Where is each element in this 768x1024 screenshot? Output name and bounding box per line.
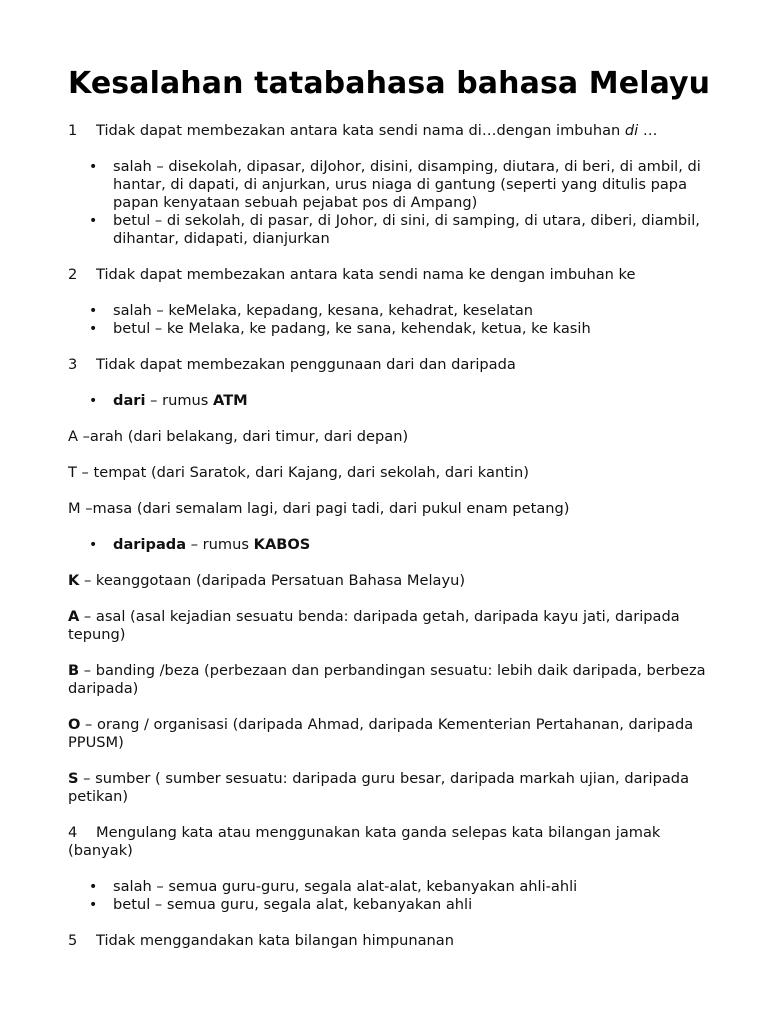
section-number: 3 [68, 356, 78, 373]
list-item: • salah – semua guru-guru, segala alat-alat, kebanyakan ahli-ahli [113, 878, 728, 896]
kabos-line [68, 716, 728, 752]
kabos-letter: O [68, 716, 81, 733]
section-4-heading [68, 824, 728, 860]
section-2-list [68, 302, 728, 338]
term-daripada: daripada [113, 536, 187, 553]
section-1-heading [68, 122, 728, 140]
rumus-code: KABOS [253, 536, 311, 553]
section-heading-text: Tidak menggandakan kata bilangan himpunanan [96, 932, 454, 949]
kabos-letter: B [68, 662, 80, 679]
section-3-heading [68, 356, 728, 374]
section-heading-ellipsis: … [638, 122, 658, 139]
atm-line: T – tempat (dari Saratok, dari Kajang, dari sekolah, dari kantin) [68, 464, 529, 481]
section-2-heading [68, 266, 728, 284]
kabos-line [68, 662, 728, 698]
section-number: 2 [68, 266, 78, 283]
rumus-label: – rumus [145, 392, 214, 409]
kabos-line [68, 572, 728, 590]
kabos-letter: S [68, 770, 79, 787]
section-heading-text: Tidak dapat membezakan antara kata sendi nama di…dengan imbuhan [96, 122, 625, 139]
section-number: 5 [68, 932, 78, 949]
kabos-line [68, 770, 728, 806]
kabos-line [68, 608, 728, 644]
kabos-text: – orang / organisasi (daripada Ahmad, daripada Kementerian Pertahanan, daripada PPUSM) [68, 716, 694, 751]
atm-line: A –arah (dari belakang, dari timur, dari depan) [68, 428, 409, 445]
section-heading-text: Mengulang kata atau menggunakan kata ganda selepas kata bilangan jamak (banyak) [68, 824, 661, 859]
section-5-heading [68, 932, 728, 950]
kabos-letter: A [68, 608, 80, 625]
rumus-label: – rumus [186, 536, 254, 553]
dari-list [68, 392, 728, 410]
list-item: • betul – ke Melaka, ke padang, ke sana, kehendak, ketua, ke kasih [113, 320, 728, 338]
rumus-code: ATM [213, 392, 248, 409]
document-page [68, 62, 728, 968]
document-title: Kesalahan tatabahasa bahasa Melayu [68, 66, 711, 101]
section-number: 4 [68, 824, 78, 841]
list-item: • betul – semua guru, segala alat, kebanyakan ahli [113, 896, 728, 914]
list-item-dari [113, 392, 728, 410]
atm-line: M –masa (dari semalam lagi, dari pagi tadi, dari pukul enam petang) [68, 500, 570, 517]
section-heading-text: Tidak dapat membezakan antara kata sendi nama ke dengan imbuhan ke [96, 266, 636, 283]
daripada-list [68, 536, 728, 554]
section-heading-text: Tidak dapat membezakan penggunaan dari dan daripada [96, 356, 516, 373]
section-heading-emphasis: di [624, 122, 639, 139]
kabos-text: – sumber ( sumber sesuatu: daripada guru besar, daripada markah ujian, daripada petikan) [68, 770, 690, 805]
kabos-letter: K [68, 572, 80, 589]
list-item: • salah – disekolah, dipasar, diJohor, disini, disamping, diutara, di beri, di ambil, di hantar, di dapati, di anjurkan, urus niaga di gantung (seperti yang ditulis papa papan kenyataan sebuah pejabat pos di Ampang) [113, 158, 728, 212]
list-item: • betul – di sekolah, di pasar, di Johor, di sini, di samping, di utara, diberi, diambil, dihantar, didapati, dianjurkan [113, 212, 728, 248]
section-1-list [68, 158, 728, 248]
list-item-daripada [113, 536, 728, 554]
section-number: 1 [68, 122, 78, 139]
kabos-text: – asal (asal kejadian sesuatu benda: daripada getah, daripada kayu jati, daripada tepung) [68, 608, 680, 643]
term-dari: dari [113, 392, 146, 409]
section-4-list [68, 878, 728, 914]
list-item: • salah – keMelaka, kepadang, kesana, kehadrat, keselatan [113, 302, 728, 320]
kabos-text: – banding /beza (perbezaan dan perbandingan sesuatu: lebih daik daripada, berbeza daripada) [68, 662, 706, 697]
kabos-text: – keanggotaan (daripada Persatuan Bahasa Melayu) [79, 572, 466, 589]
